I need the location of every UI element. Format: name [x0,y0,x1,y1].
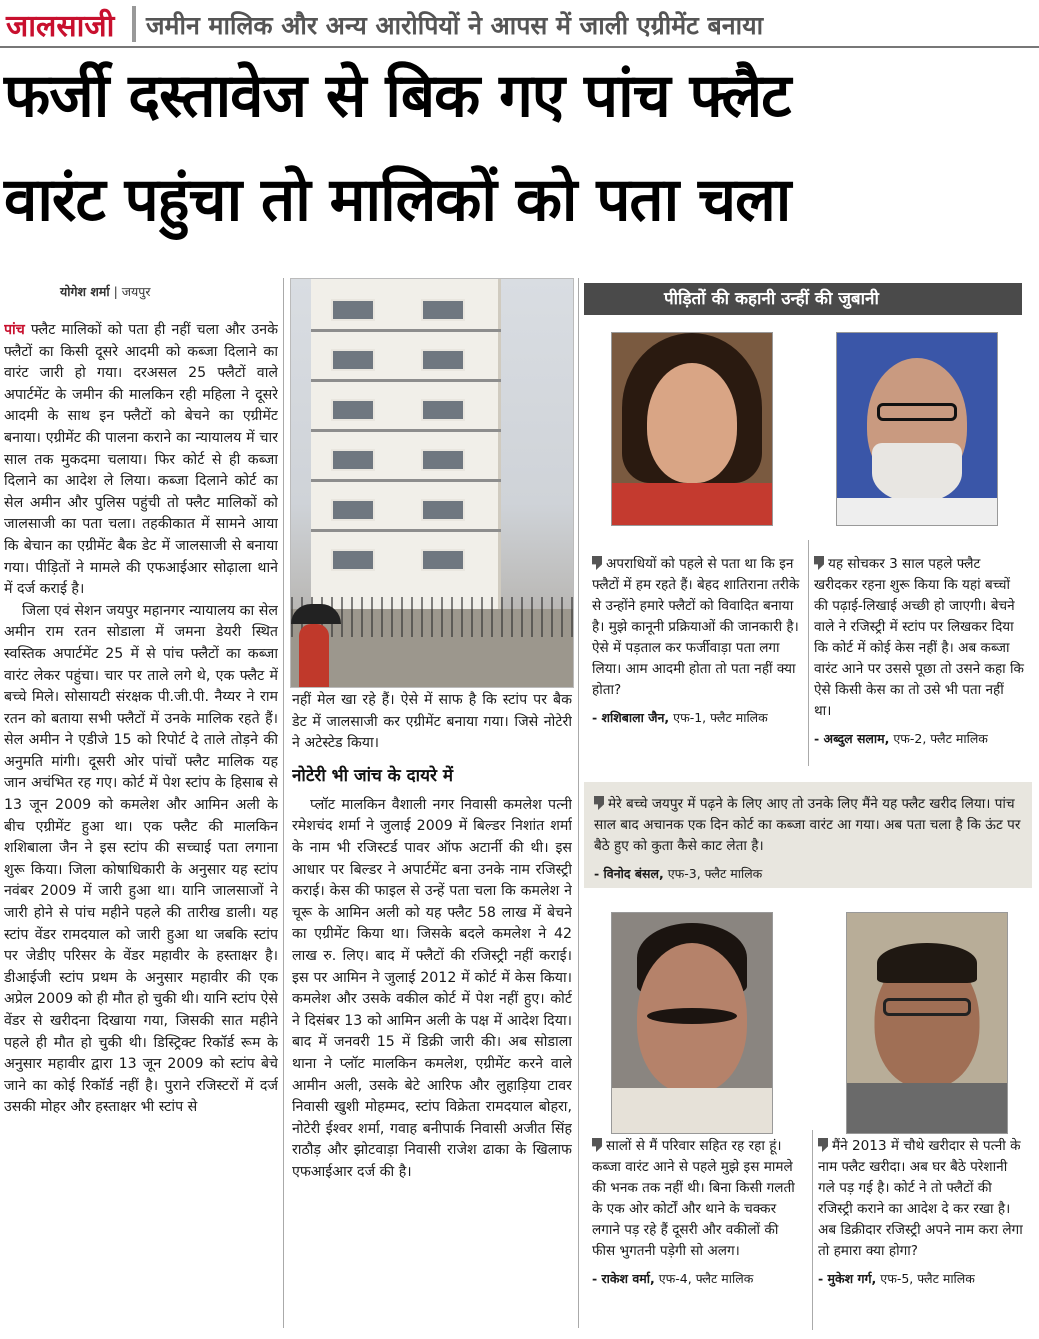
article-paragraph: नहीं मेल खा रहे हैं। ऐसे में साफ है कि स्टांप पर बैक डेट में जालसाजी कर एग्रीमेंट बनाया गया। जिसे नोटेरी ने अटेस्टेड किया। [292,692,572,752]
headline-line-1: फर्जी दस्तावेज से बिक गए पांच फ्लैट [4,61,791,131]
quote-vinod-bansal: मेरे बच्चे जयपुर में पढ़ने के लिए आए तो उनके लिए मैंने यह फ्लैट खरीद लिया। पांच साल बाद अचानक एक दिन कोर्ट का कब्जा वारंट आ गया। अब पता चला है कि ऊंट पर बैठे हुए को कुता कैसे काट लेता है। - विनोद बंसल, एफ-3, फ्लैट मालिक [594,794,1026,884]
byline-place: जयपुर [121,284,151,299]
tag-divider [132,6,136,42]
article-paragraph: प्लॉट मालकिन वैशाली नगर निवासी कमलेश पत्नी रमेशचंद शर्मा ने जुलाई 2009 में बिल्डर निशांत शर्मा के नाम भी रजिस्टर्ड पावर ऑफ अटार्नी की थी। इस आधार पर बिल्डर ने अपार्टमेंट बना उनके नाम रजिस्ट्री कराई। केस की फाइल से उन्हें पता चला कि कमलेश ने चूरू के आमिन अली को यह फ्लैट 58 लाख में बेचने का एग्रीमेंट किया था। जिसके बदले कमलेश ने 42 लाख रु. लिए। बाद में फ्लैटों की रजिस्ट्री नहीं कराई। इस पर आमिन ने जुलाई 2012 में कोर्ट में केस किया। कमलेश और उसके वकील कोर्ट में पेश नहीं हुए। कोर्ट ने दिसंबर 13 को आमिन अली के पक्ष में आदेश दिया। बाद में जनवरी 15 में डिक्री जारी की। अब सोडाला थाना ने प्लॉट मालकिन कमलेश, एग्रीमेंट करने वाले आमीन अली, उसके बेटे आरिफ और लुहाड़िया टावर निवासी खुशी मोहम्मद, स्टांप विक्रेता रामदयाल बोहरा, नोटेरी ईश्वर शर्मा, गवाह बनीपार्क निवासी अजीत सिंह राठौड़ और झोटवाड़ा निवासी राजेश ढाका के खिलाफ एफआईआर दर्ज की है। [292,796,572,1180]
quote-author: - मुकेश गर्ग, एफ-5, फ्लैट मालिक [818,1271,975,1286]
avatar-abdul-salam [836,332,998,526]
kicker: जमीन मालिक और अन्य आरोपियों ने आपस में जाली एग्रीमेंट बनाया [146,11,764,40]
quote-author: - अब्दुल सलाम, एफ-2, फ्लैट मालिक [814,731,988,746]
quote-mark-icon [594,796,604,810]
subheading: नोटेरी भी जांच के दायरे में [292,765,453,786]
quote-author: - राकेश वर्मा, एफ-4, फ्लैट मालिक [592,1271,754,1286]
quote-mark-icon [592,1138,602,1152]
quote-mark-icon [818,1138,828,1152]
building-shape [311,279,501,629]
byline-author: योगेश शर्मा [60,284,110,299]
quote-mark-icon [592,556,602,570]
article-paragraph: जिला एवं सेशन जयपुर महानगर न्यायालय का सेल अमीन राम रतन सोडाला में जमना डेयरी स्थित स्वस्तिक अपार्टमेंट 25 में से पांच फ्लैटों का कब्जा वारंट लेकर पहुंचा। चार पर ताले लगे थे, एक फ्लैट में बच्चे मिले। सोसायटी संरक्षक पी.जी.पी. नैय्यर ने राम रतन को बताया सभी फ्लैटों में उनके मालिक रहते हैं। सेल अमीन ने एडीजे 15 को रिपोर्ट दे ताले तोड़ने की अनुमति मांगी। दूसरी ओर पांचों फ्लैट मालिक यह जान अचंभित रह गए। कोर्ट में पेश स्टांप के हिसाब से 13 जून 2009 को कमलेश और आमिन अली के बीच एग्रीमेंट हुआ था। एक फ्लैट की मालकिन शशिबाला जैन ने इस स्टांप की सच्चाई पता लगाना शुरू किया। जिला कोषाधिकारी के अनुसार यह स्टांप नवंबर 2009 में जारी हुआ था। यानि जालसाजों ने जारी होने से पांच महीने पहले की तारीख डाली। यह स्टांप वेंडर रामदयाल को जारी हुआ था जबकि स्टांप पर जेडीए परिसर के वेंडर महावीर के हस्ताक्षर है। डीआईजी स्टांप प्रथम के अनुसार महावीर की एक अप्रेल 2009 को ही मौत हो चुकी थी। यानि स्टांप ऐसे वेंडर से खरीदना दिखाया गया, जिसकी सात महीने पहले ही मौत हो चुकी थी। डिस्ट्रिक्ट रिकॉर्ड रूम के अनुसार महावीर द्वारा 13 जून 2009 को स्टांप बेचे जाने का कोई रिकॉर्ड नहीं है। पुराने रजिस्टरों में दर्ज उसकी मोहर और हस्ताक्षर भी स्टांप से [4,602,278,1116]
quote-divider [808,540,809,766]
article-column-1 [4,320,278,1330]
quote-abdul-salam: यह सोचकर 3 साल पहले फ्लैट खरीदकर रहना शुरू किया कि यहां बच्चों की पढ़ाई-लिखाई अच्छी हो जाएगी। बेचने वाले ने रजिस्ट्री में स्टांप पर लिखकर दिया कि कोर्ट में कोई केस नहीं है। अब कब्जा वारंट आने पर उससे पूछा तो उसने कहा कि ऐसे किसी केस का तो उसे भी पता नहीं था। - अब्दुल सलाम, एफ-2, फ्लैट मालिक [814,554,1024,749]
strap [0,0,1039,46]
headline-line-2: वारंट पहुंचा तो मालिकों को पता चला [4,165,791,235]
article-lead-text: फ्लैट मालिकों को पता ही नहीं चला और उनके फ्लैटों का किसी दूसरे आदमी को कब्जा दिलाने का वारंट जारी हो गया। दरअसल 25 फ्लैटों वाले अपार्टमेंट के जमीन की मालकिन रही महिला ने दूसरे आदमी के साथ इन फ्लैटों को बेचने का एग्रीमेंट बनाया। एग्रीमेंट की पालना कराने का न्यायालय में चार साल तक मुकदमा चलाया। फिर कोर्ट से ही कब्जा दिलाने का आदेश ले लिया। कब्जा दिलाने कोर्ट का सेल अमीन और पुलिस पहुंची तो फ्लैट मालिकों को जालसाजी का पता चला। तहकीकात में सामने आया कि बेचान का एग्रीमेंट बैक डेट में जालसाजी से बनाया गया। पीड़ितों ने मामले की एफआईआर सोढ़ाला थाने में दर्ज कराई है। [4,322,278,598]
quote-mark-icon [814,556,824,570]
top-rule [0,46,1039,48]
article-paragraph [4,320,278,601]
avatar-mukesh-garg [846,912,1008,1134]
quote-shashibala: अपराधियों को पहले से पता था कि इन फ्लैटों में हम रहते हैं। बेहद शातिराना तरीके से उन्होंने हमारे फ्लैटों को विवादित बनाया है। मुझे कानूनी प्रक्रियाओं की जानकारी है। ऐसे में पड़ताल कर फर्जीवाड़ा पता लगा लिया। आम आदमी होता तो पता नहीं क्या होता? - शशिबाला जैन, एफ-1, फ्लैट मालिक [592,554,802,728]
quote-divider [812,1130,813,1330]
quote-rakesh-verma: सालों से मैं परिवार सहित रह रहा हूं। कब्जा वारंट आने से पहले मुझे इस मामले की भनक तक नहीं थी। बिना किसी गलती के एक ओर कोर्टों और थाने के चक्कर लगाने पड़ रहे हैं दूसरी और वकीलों की फीस भुगतनी पड़ेगी सो अलग। - राकेश वर्मा, एफ-4, फ्लैट मालिक [592,1136,804,1289]
section-tag: जालसाजी [6,9,115,44]
quote-mukesh-garg: मैंने 2013 में चौथे खरीदार से पत्नी के नाम फ्लैट खरीदा। अब घर बैठे परेशानी गले पड़ गई है। कोर्ट ने तो फ्लैटों की रजिस्ट्री कराने का आदेश दे कर रखा है। अब डिक्रीदार रजिस्ट्री अपने नाम करा लेगा तो हमारा क्या होगा? - मुकेश गर्ग, एफ-5, फ्लैट मालिक [818,1136,1026,1289]
byline: योगेश शर्मा | जयपुर [60,284,151,299]
avatar-rakesh-verma [611,912,773,1134]
apartment-photo [290,278,574,688]
person-shape [299,624,329,688]
column-divider [283,278,284,1328]
drop-word: पांच [4,322,25,338]
quote-author: - शशिबाला जैन, एफ-1, फ्लैट मालिक [592,710,768,725]
avatar-shashibala [611,332,773,526]
sidebar-title: पीड़ितों की कहानी उन्हीं की जुबानी [584,283,1022,315]
quote-author: - विनोद बंसल, एफ-3, फ्लैट मालिक [594,866,763,881]
column-divider [578,278,579,1328]
article-column-2 [292,690,572,1330]
